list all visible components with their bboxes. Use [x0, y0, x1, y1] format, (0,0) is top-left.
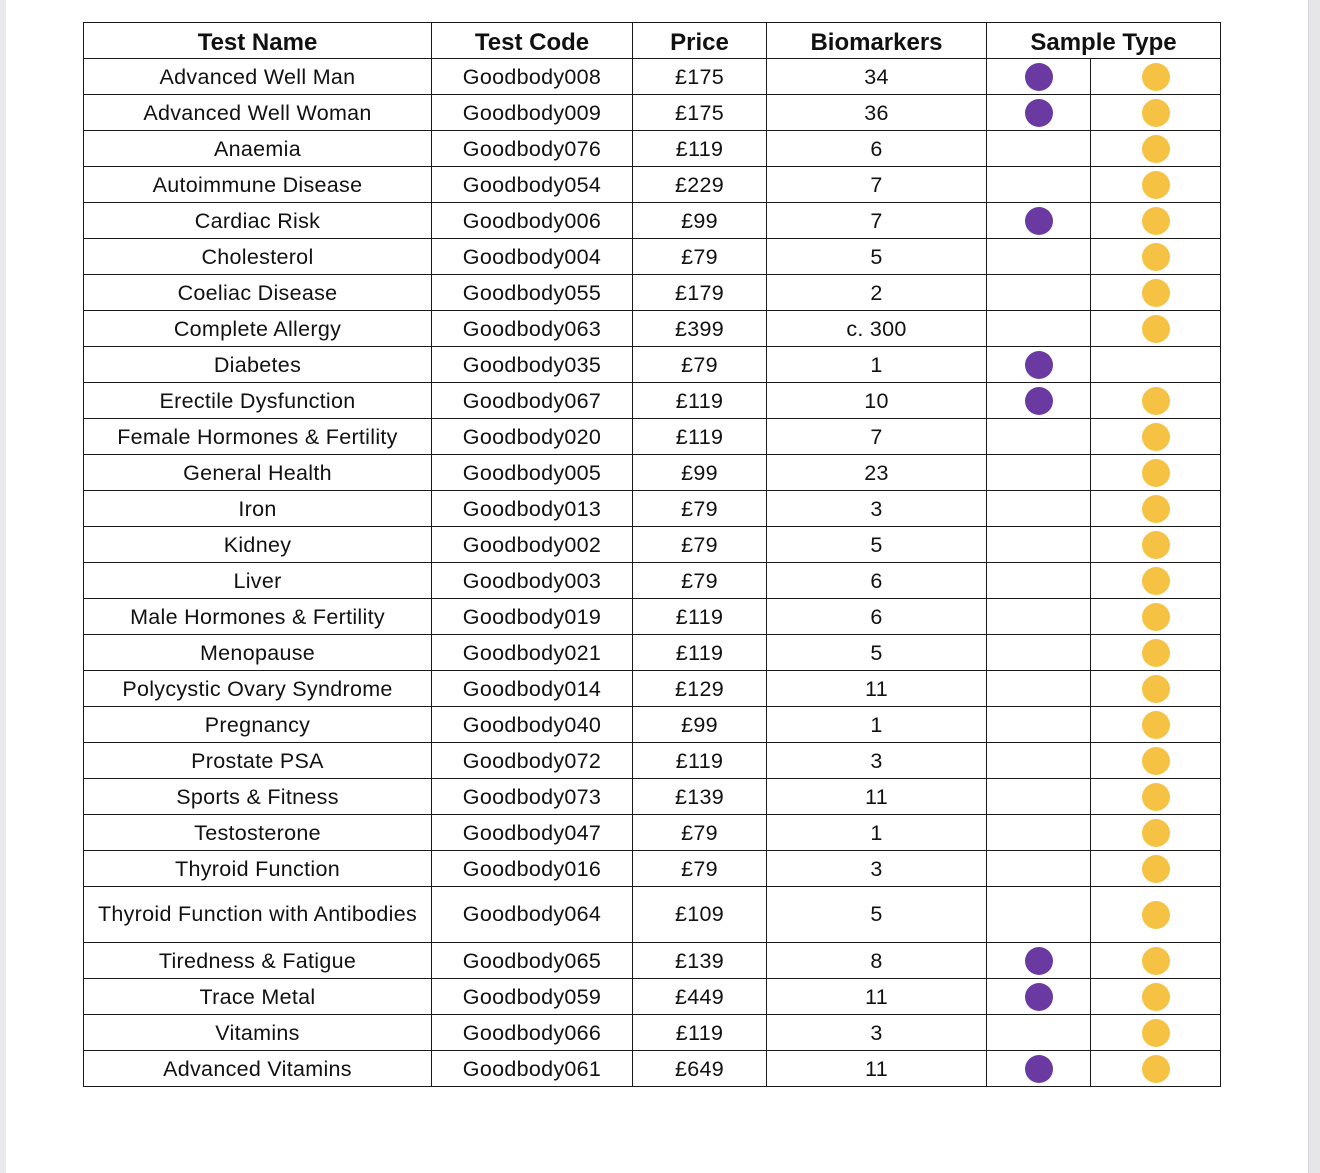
test-name-cell: Thyroid Function with Antibodies [84, 887, 432, 943]
test-name-cell: Advanced Well Man [84, 59, 432, 95]
sample-type-purple-cell [987, 419, 1091, 455]
test-code-cell: Goodbody004 [432, 239, 633, 275]
price-cell: £79 [633, 527, 767, 563]
yellow-sample-dot-icon [1142, 675, 1170, 703]
page-edge-left [0, 0, 6, 1173]
price-cell: £109 [633, 887, 767, 943]
sample-type-purple-cell [987, 167, 1091, 203]
yellow-sample-dot-icon [1142, 947, 1170, 975]
sample-type-yellow-cell [1091, 491, 1221, 527]
price-cell: £99 [633, 707, 767, 743]
table-row [84, 599, 1221, 635]
yellow-sample-dot-icon [1142, 603, 1170, 631]
biomarkers-cell: 5 [767, 635, 987, 671]
biomarkers-cell: 6 [767, 563, 987, 599]
test-code-cell: Goodbody047 [432, 815, 633, 851]
biomarkers-cell: 6 [767, 131, 987, 167]
table-row [84, 311, 1221, 347]
table-row [84, 491, 1221, 527]
sample-type-yellow-cell [1091, 887, 1221, 943]
sample-type-yellow-cell [1091, 347, 1221, 383]
sample-type-yellow-cell [1091, 275, 1221, 311]
biomarkers-cell: 36 [767, 95, 987, 131]
price-cell: £119 [633, 131, 767, 167]
biomarkers-cell: 2 [767, 275, 987, 311]
table-row [84, 943, 1221, 979]
yellow-sample-dot-icon [1142, 983, 1170, 1011]
sample-type-yellow-cell [1091, 851, 1221, 887]
sample-type-yellow-cell [1091, 563, 1221, 599]
test-name-cell: Female Hormones & Fertility [84, 419, 432, 455]
test-code-cell: Goodbody013 [432, 491, 633, 527]
price-cell: £119 [633, 1015, 767, 1051]
table-body [84, 59, 1221, 1087]
yellow-sample-dot-icon [1142, 243, 1170, 271]
biomarkers-cell: 3 [767, 851, 987, 887]
sample-type-yellow-cell [1091, 635, 1221, 671]
test-code-cell: Goodbody005 [432, 455, 633, 491]
sample-type-yellow-cell [1091, 599, 1221, 635]
sample-type-purple-cell [987, 311, 1091, 347]
header-sample-type: Sample Type [987, 23, 1221, 59]
table-row [84, 131, 1221, 167]
purple-sample-dot-icon [1025, 99, 1053, 127]
table-row [84, 707, 1221, 743]
test-code-cell: Goodbody014 [432, 671, 633, 707]
sample-type-purple-cell [987, 779, 1091, 815]
biomarkers-cell: 3 [767, 491, 987, 527]
test-code-cell: Goodbody006 [432, 203, 633, 239]
sample-type-purple-cell [987, 455, 1091, 491]
test-name-cell: Iron [84, 491, 432, 527]
table-row [84, 671, 1221, 707]
sample-type-yellow-cell [1091, 815, 1221, 851]
table-row [84, 239, 1221, 275]
biomarkers-cell: 3 [767, 1015, 987, 1051]
header-price: Price [633, 23, 767, 59]
price-cell: £79 [633, 491, 767, 527]
price-cell: £119 [633, 383, 767, 419]
test-code-cell: Goodbody054 [432, 167, 633, 203]
biomarkers-cell: 5 [767, 239, 987, 275]
table-row [84, 275, 1221, 311]
purple-sample-dot-icon [1025, 387, 1053, 415]
biomarkers-cell: 1 [767, 347, 987, 383]
biomarkers-cell: 11 [767, 979, 987, 1015]
biomarkers-cell: 7 [767, 419, 987, 455]
yellow-sample-dot-icon [1142, 711, 1170, 739]
biomarkers-cell: 34 [767, 59, 987, 95]
biomarkers-cell: 6 [767, 599, 987, 635]
sample-type-purple-cell [987, 815, 1091, 851]
yellow-sample-dot-icon [1142, 901, 1170, 929]
yellow-sample-dot-icon [1142, 639, 1170, 667]
sample-type-purple-cell [987, 887, 1091, 943]
yellow-sample-dot-icon [1142, 1055, 1170, 1083]
test-name-cell: General Health [84, 455, 432, 491]
price-cell: £119 [633, 419, 767, 455]
test-name-cell: Sports & Fitness [84, 779, 432, 815]
biomarkers-cell: c. 300 [767, 311, 987, 347]
yellow-sample-dot-icon [1142, 747, 1170, 775]
table-row [84, 635, 1221, 671]
purple-sample-dot-icon [1025, 351, 1053, 379]
test-code-cell: Goodbody003 [432, 563, 633, 599]
test-name-cell: Cardiac Risk [84, 203, 432, 239]
biomarkers-cell: 11 [767, 779, 987, 815]
page-edge-right [1308, 0, 1320, 1173]
sample-type-yellow-cell [1091, 455, 1221, 491]
test-name-cell: Advanced Well Woman [84, 95, 432, 131]
yellow-sample-dot-icon [1142, 315, 1170, 343]
test-code-cell: Goodbody008 [432, 59, 633, 95]
table-row [84, 419, 1221, 455]
test-price-table [83, 22, 1221, 1087]
yellow-sample-dot-icon [1142, 135, 1170, 163]
price-cell: £79 [633, 563, 767, 599]
test-name-cell: Anaemia [84, 131, 432, 167]
table-row [84, 851, 1221, 887]
sample-type-yellow-cell [1091, 59, 1221, 95]
header-biomarkers: Biomarkers [767, 23, 987, 59]
test-code-cell: Goodbody021 [432, 635, 633, 671]
sample-type-yellow-cell [1091, 1051, 1221, 1087]
yellow-sample-dot-icon [1142, 531, 1170, 559]
sample-type-yellow-cell [1091, 527, 1221, 563]
price-cell: £175 [633, 95, 767, 131]
price-cell: £229 [633, 167, 767, 203]
price-cell: £119 [633, 743, 767, 779]
table-row [84, 455, 1221, 491]
purple-sample-dot-icon [1025, 207, 1053, 235]
price-cell: £99 [633, 455, 767, 491]
test-name-cell: Coeliac Disease [84, 275, 432, 311]
price-cell: £139 [633, 943, 767, 979]
table-row [84, 779, 1221, 815]
test-name-cell: Advanced Vitamins [84, 1051, 432, 1087]
test-code-cell: Goodbody067 [432, 383, 633, 419]
price-cell: £79 [633, 347, 767, 383]
sample-type-purple-cell [987, 743, 1091, 779]
sample-type-purple-cell [987, 979, 1091, 1015]
test-code-cell: Goodbody065 [432, 943, 633, 979]
sample-type-purple-cell [987, 275, 1091, 311]
sample-type-yellow-cell [1091, 311, 1221, 347]
price-cell: £179 [633, 275, 767, 311]
test-name-cell: Polycystic Ovary Syndrome [84, 671, 432, 707]
sample-type-yellow-cell [1091, 943, 1221, 979]
test-name-cell: Complete Allergy [84, 311, 432, 347]
yellow-sample-dot-icon [1142, 819, 1170, 847]
price-cell: £649 [633, 1051, 767, 1087]
sample-type-yellow-cell [1091, 743, 1221, 779]
biomarkers-cell: 8 [767, 943, 987, 979]
test-code-cell: Goodbody020 [432, 419, 633, 455]
test-code-cell: Goodbody076 [432, 131, 633, 167]
yellow-sample-dot-icon [1142, 279, 1170, 307]
biomarkers-cell: 3 [767, 743, 987, 779]
test-name-cell: Cholesterol [84, 239, 432, 275]
sample-type-yellow-cell [1091, 95, 1221, 131]
price-cell: £449 [633, 979, 767, 1015]
test-code-cell: Goodbody063 [432, 311, 633, 347]
table-row [84, 563, 1221, 599]
test-name-cell: Diabetes [84, 347, 432, 383]
test-name-cell: Testosterone [84, 815, 432, 851]
biomarkers-cell: 5 [767, 887, 987, 943]
yellow-sample-dot-icon [1142, 63, 1170, 91]
biomarkers-cell: 11 [767, 671, 987, 707]
biomarkers-cell: 23 [767, 455, 987, 491]
table-row [84, 1051, 1221, 1087]
purple-sample-dot-icon [1025, 63, 1053, 91]
test-code-cell: Goodbody066 [432, 1015, 633, 1051]
table-row [84, 59, 1221, 95]
yellow-sample-dot-icon [1142, 567, 1170, 595]
yellow-sample-dot-icon [1142, 99, 1170, 127]
sample-type-purple-cell [987, 383, 1091, 419]
table-row [84, 95, 1221, 131]
yellow-sample-dot-icon [1142, 423, 1170, 451]
price-cell: £99 [633, 203, 767, 239]
yellow-sample-dot-icon [1142, 171, 1170, 199]
table-row [84, 167, 1221, 203]
sample-type-purple-cell [987, 943, 1091, 979]
sample-type-purple-cell [987, 203, 1091, 239]
sample-type-purple-cell [987, 563, 1091, 599]
biomarkers-cell: 1 [767, 815, 987, 851]
header-test-name: Test Name [84, 23, 432, 59]
sample-type-yellow-cell [1091, 979, 1221, 1015]
test-name-cell: Liver [84, 563, 432, 599]
table-header-row [84, 23, 1221, 59]
sample-type-purple-cell [987, 131, 1091, 167]
test-name-cell: Tiredness & Fatigue [84, 943, 432, 979]
test-name-cell: Male Hormones & Fertility [84, 599, 432, 635]
test-name-cell: Trace Metal [84, 979, 432, 1015]
test-code-cell: Goodbody055 [432, 275, 633, 311]
table-row [84, 743, 1221, 779]
yellow-sample-dot-icon [1142, 495, 1170, 523]
sample-type-yellow-cell [1091, 779, 1221, 815]
yellow-sample-dot-icon [1142, 783, 1170, 811]
test-name-cell: Autoimmune Disease [84, 167, 432, 203]
price-cell: £129 [633, 671, 767, 707]
table-row [84, 1015, 1221, 1051]
price-cell: £119 [633, 635, 767, 671]
test-code-cell: Goodbody019 [432, 599, 633, 635]
price-cell: £175 [633, 59, 767, 95]
sample-type-purple-cell [987, 851, 1091, 887]
yellow-sample-dot-icon [1142, 1019, 1170, 1047]
price-cell: £79 [633, 815, 767, 851]
price-cell: £79 [633, 851, 767, 887]
price-cell: £79 [633, 239, 767, 275]
yellow-sample-dot-icon [1142, 855, 1170, 883]
sample-type-purple-cell [987, 635, 1091, 671]
test-code-cell: Goodbody072 [432, 743, 633, 779]
purple-sample-dot-icon [1025, 947, 1053, 975]
sample-type-yellow-cell [1091, 203, 1221, 239]
sample-type-purple-cell [987, 671, 1091, 707]
test-code-cell: Goodbody040 [432, 707, 633, 743]
test-code-cell: Goodbody009 [432, 95, 633, 131]
table-row [84, 383, 1221, 419]
test-code-cell: Goodbody064 [432, 887, 633, 943]
test-name-cell: Prostate PSA [84, 743, 432, 779]
sample-type-purple-cell [987, 599, 1091, 635]
table-row [84, 347, 1221, 383]
sample-type-purple-cell [987, 1051, 1091, 1087]
test-code-cell: Goodbody002 [432, 527, 633, 563]
table-row [84, 203, 1221, 239]
biomarkers-cell: 5 [767, 527, 987, 563]
test-name-cell: Menopause [84, 635, 432, 671]
sample-type-yellow-cell [1091, 1015, 1221, 1051]
sample-type-yellow-cell [1091, 419, 1221, 455]
yellow-sample-dot-icon [1142, 387, 1170, 415]
test-name-cell: Vitamins [84, 1015, 432, 1051]
purple-sample-dot-icon [1025, 983, 1053, 1011]
test-name-cell: Kidney [84, 527, 432, 563]
sample-type-purple-cell [987, 95, 1091, 131]
test-name-cell: Thyroid Function [84, 851, 432, 887]
biomarkers-cell: 7 [767, 203, 987, 239]
purple-sample-dot-icon [1025, 1055, 1053, 1083]
table-row [84, 815, 1221, 851]
sample-type-purple-cell [987, 707, 1091, 743]
sample-type-purple-cell [987, 1015, 1091, 1051]
test-code-cell: Goodbody073 [432, 779, 633, 815]
sample-type-yellow-cell [1091, 707, 1221, 743]
test-code-cell: Goodbody061 [432, 1051, 633, 1087]
test-code-cell: Goodbody016 [432, 851, 633, 887]
sample-type-yellow-cell [1091, 239, 1221, 275]
biomarkers-cell: 1 [767, 707, 987, 743]
sample-type-purple-cell [987, 347, 1091, 383]
yellow-sample-dot-icon [1142, 207, 1170, 235]
sample-type-yellow-cell [1091, 131, 1221, 167]
table-row [84, 887, 1221, 943]
biomarkers-cell: 7 [767, 167, 987, 203]
table-row [84, 527, 1221, 563]
sample-type-yellow-cell [1091, 167, 1221, 203]
biomarkers-cell: 10 [767, 383, 987, 419]
header-test-code: Test Code [432, 23, 633, 59]
test-code-cell: Goodbody035 [432, 347, 633, 383]
biomarkers-cell: 11 [767, 1051, 987, 1087]
price-cell: £399 [633, 311, 767, 347]
yellow-sample-dot-icon [1142, 459, 1170, 487]
sample-type-yellow-cell [1091, 383, 1221, 419]
test-name-cell: Erectile Dysfunction [84, 383, 432, 419]
sample-type-yellow-cell [1091, 671, 1221, 707]
sample-type-purple-cell [987, 239, 1091, 275]
sample-type-purple-cell [987, 491, 1091, 527]
sample-type-purple-cell [987, 527, 1091, 563]
test-code-cell: Goodbody059 [432, 979, 633, 1015]
table-row [84, 979, 1221, 1015]
price-cell: £139 [633, 779, 767, 815]
price-cell: £119 [633, 599, 767, 635]
sample-type-purple-cell [987, 59, 1091, 95]
test-name-cell: Pregnancy [84, 707, 432, 743]
